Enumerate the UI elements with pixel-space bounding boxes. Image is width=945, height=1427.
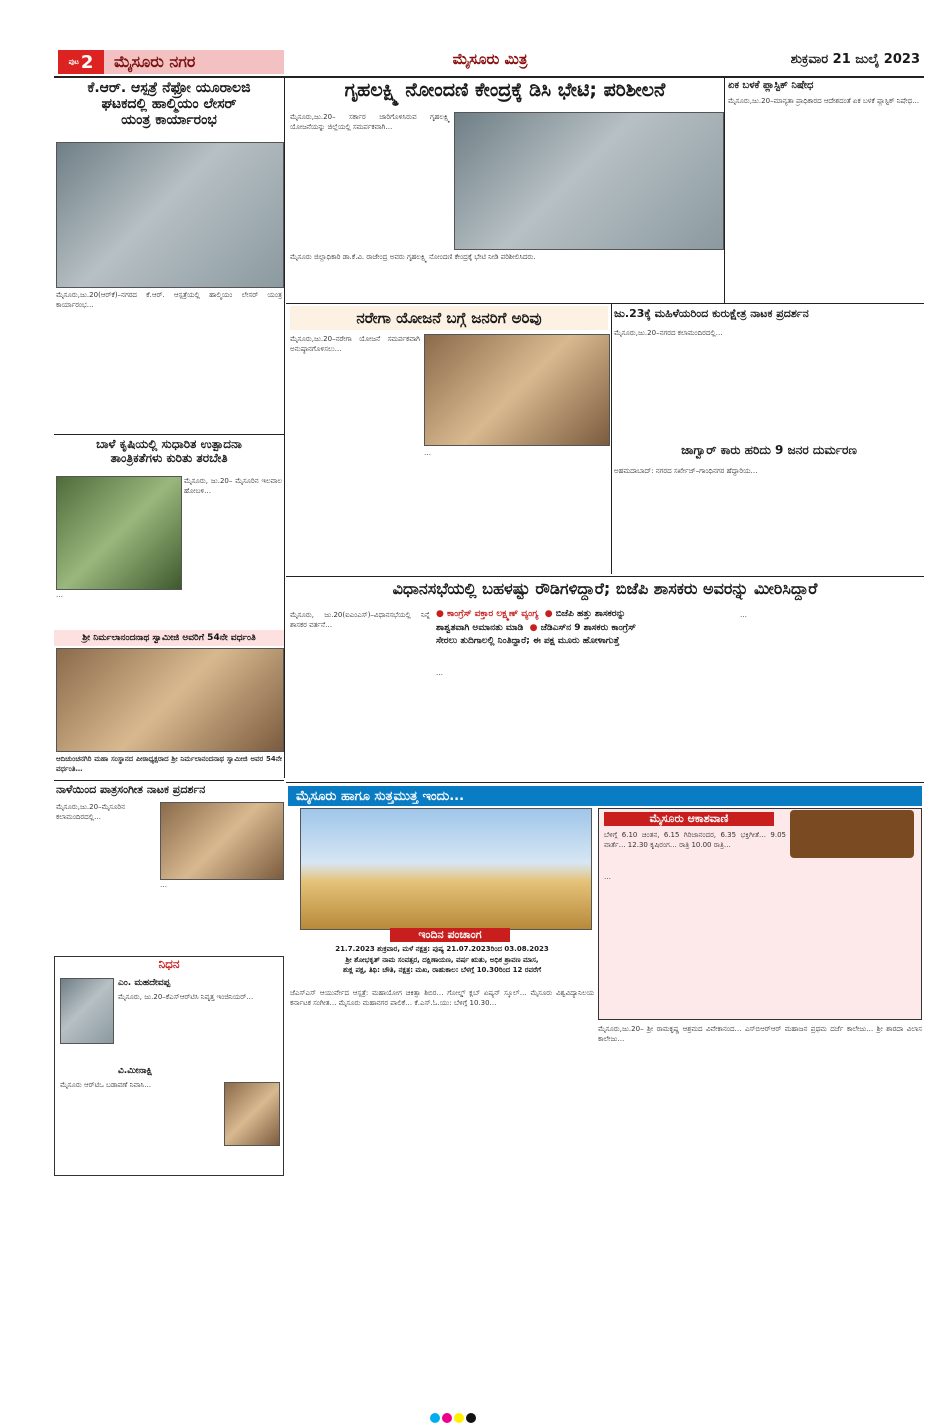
column-rule [611,304,612,574]
nrega-body: ಮೈಸೂರು,ಜು.20–ನರೇಗಾ ಯೋಜನೆ ಸಮರ್ಪಕವಾಗಿ ಅನುಷ್ಠಾನಗೊಳಿಸಲು… [290,335,420,354]
assembly-body-cont: … [436,669,443,677]
radio-icon [790,810,914,858]
section-title: ಮೈಸೂರು ನಗರ [104,50,284,74]
page-label: ಪುಟ [68,57,79,66]
plastic-body: ಮೈಸೂರು,ಜು.20–ಮಾನ್ಯತಾ ಪ್ರಾಧಿಕಾರದ ಆದೇಶದಂತೆ ಏಕ ಬಳಕೆ ಪ್ಲಾಸ್ಟಿಕ್ ನಿಷೇಧ… [728,97,920,105]
story4-photo [160,802,284,880]
radio-body: ಬೆಳಿಗ್ಗೆ 6.10 ಚಿಂತನ, 6.15 ಗಿರಿಜಾನಂದರ, 6.35 ಭಕ್ತಿಗೀತೆ… 9.05 ವಾರ್ತೆ… 12.30 ಕೃಷಿರಂಗ… ರಾತ್ರಿ 10.00 ರಾತ್ರಿ… [604,831,786,850]
assembly-subhead: ಜೆಡಿಎಸ್‌ನ 9 ಶಾಸಕರು ಕಾಂಗ್ರೆಸ್ [540,622,636,633]
story4-body-cont: … [160,881,167,889]
lead-caption: ಮೈಸೂರು ಜಿಲ್ಲಾಧಿಕಾರಿ ಡಾ.ಕೆ.ವಿ. ರಾಜೇಂದ್ರ ಅವರು ಗೃಹಲಕ್ಷ್ಮಿ ನೋಂದಣಿ ಕೇಂದ್ರಕ್ಕೆ ಭೇಟಿ ನೀಡಿ ಪರಿಶೀಲಿಸಿದರು. [290,253,536,261]
nrega-photo [424,334,610,446]
drama-body: ಮೈಸೂರು,ಜು.20–ನಗರದ ಕಲಾಮಂದಿರದಲ್ಲಿ… [614,329,723,337]
story4-body: ಮೈಸೂರು,ಜು.20–ಮೈಸೂರಿನ ಕಲಾಮಂದಿರದಲ್ಲಿ… [56,803,126,822]
panchanga-line: 21.7.2023 ಶುಕ್ರವಾರ, ಮಳೆ ನಕ್ಷತ್ರ: ಪುಷ್ಯ 21.07.2023ರಿಂದ 03.08.2023 [335,945,549,953]
obituary-body: ಮೈಸೂರು, ಜು.20–ಕೆಎಸ್‌ಆರ್‌ಟಿಸಿ ನಿವೃತ್ತ ಇಂಜಿನಿಯರ್… [118,993,254,1001]
obituary-body: ಮೈಸೂರು ಆರ್‌ಟಿಒ ಬಡಾವಣೆ ನಿವಾಸಿ… [60,1081,152,1089]
accident-body: ಅಹಮದಾಬಾದ್: ನಗರದ ಸರ್ಖೇಜ್–ಗಾಂಧಿನಗರ ಹೆದ್ದಾರಿಯ… [614,467,758,475]
assembly-subhead-row: ಶಾಶ್ವತವಾಗಿ ಅಮಾನತು ಮಾಡಿ ● ಜೆಡಿಎಸ್‌ನ 9 ಶಾಸಕರು ಕಾಂಗ್ರೆಸ್ [436,622,636,633]
radio-header: ಮೈಸೂರು ಆಕಾಶವಾಣಿ [604,812,774,826]
headline-line: ಕೆ.ಆರ್. ಆಸ್ಪತ್ರೆ ನೆಫ್ರೋ ಯೂರಾಲಜಿ [87,80,251,96]
plastic-headline: ಏಕ ಬಳಕೆ ಪ್ಲಾಸ್ಟಿಕ್ ನಿಷೇಧ [728,80,814,91]
panchanga-lines [290,944,594,984]
assembly-subhead: ಸೇರಲು ತುದಿಗಾಲಲ್ಲಿ ನಿಂತಿದ್ದಾರೆ; ಈ ಪಕ್ಷ ಮೂರು ಹೋಳಾಗುತ್ತೆ [436,636,620,646]
story3-photo [56,648,284,752]
story-rule [54,434,284,435]
accident-headline: ಜಾಗ್ವಾರ್ ಕಾರು ಹರಿದು 9 ಜನರ ದುರ್ಮರಣ [681,443,857,457]
story-rule [286,782,924,783]
masthead-rule [54,76,924,78]
story3-headline: ಶ್ರೀ ನಿರ್ಮಲಾನಂದನಾಥ ಸ್ವಾಮೀಜಿ ಅವರಿಗೆ 54ನೇ ವರ್ಧಂತಿ [54,630,284,646]
story1-body: ಮೈಸೂರು,ಜು.20(ಆರ್‌ಕೆ)–ನಗರದ ಕೆ.ಆರ್. ಆಸ್ಪತ್ರೆಯಲ್ಲಿ ಹಾಲ್ಮಿಯಂ ಲೇಸರ್ ಯಂತ್ರ ಕಾರ್ಯಾರಂಭ… [56,291,282,310]
story2-headline [56,438,282,474]
assembly-subhead: ಕಾಂಗ್ರೆಸ್ ವಕ್ತಾರ ಲಕ್ಷ್ಮಣ್ ವ್ಯಂಗ್ಯ [447,609,539,619]
nrega-headline: ನರೇಗಾ ಯೋಜನೆ ಬಗ್ಗೆ ಜನರಿಗೆ ಅರಿವು [356,309,542,327]
story1-photo [56,142,284,288]
obituary-head: ನಿಧನ [158,957,180,971]
assembly-subhead-row [436,635,736,649]
story-rule [54,780,284,781]
panchanga-line: ಶ್ರೀ ಶೋಭಕೃತ್ ನಾಮ ಸಂವತ್ಸರ, ದಕ್ಷಿಣಾಯಣ, ವರ್ಷ ಋತು, ಅಧಿಕ ಶ್ರಾವಣ ಮಾಸ, [345,955,539,964]
assembly-headline: ವಿಧಾನಸಭೆಯಲ್ಲಿ ಬಹಳಷ್ಟು ರೌಡಿಗಳಿದ್ದಾರೆ; ಬಿಜೆಪಿ ಶಾಸಕರು ಅವರನ್ನು ಮೀರಿಸಿದ್ದಾರೆ [392,579,818,598]
obituary-photo [60,978,114,1044]
nrega-body-cont: … [424,449,431,457]
paper-name: ಮೈಸೂರು ಮಿತ್ರ [452,50,528,68]
issue-date: ಶುಕ್ರವಾರ 21 ಜುಲೈ 2023 [790,52,920,67]
assembly-subhead: ಬಿಜೆಪಿ ಹತ್ತು ಶಾಸಕರನ್ನು [555,609,626,619]
column-rule [724,78,725,303]
panchanga-line: ಶುಕ್ಲ ಪಕ್ಷ, ತಿಥಿ: ಚೌತಿ, ನಕ್ಷತ್ರ: ಮಖ, ರಾಹುಕಾಲ: ಬೆಳಗ್ಗೆ 10.30ರಿಂದ 12 ರವರೆಗೆ [342,966,542,974]
lead-body: ಮೈಸೂರು,ಜು.20– ಸರ್ಕಾರ ಜಾರಿಗೊಳಿಸಿರುವ ಗೃಹಲಕ್ಷ್ಮಿ ಯೋಜನೆಯನ್ನು ಜಿಲ್ಲೆಯಲ್ಲಿ ಸಮರ್ಪಕವಾಗಿ… [290,113,450,132]
story-rule [286,303,924,304]
panchanga-title: ಇಂದಿನ ಪಂಚಾಂಗ [390,928,510,942]
headline-line: ಘಟಕದಲ್ಲಿ ಹಾಲ್ಮಿಯಂ ಲೇಸರ್ [101,96,237,113]
lead-photo [454,112,724,250]
story1-headline [56,80,282,140]
today-events: ಜೆಎಸ್‌ಎಸ್ ಆಯುರ್ವೇದ ಆಸ್ಪತ್ರೆ: ಮಹಾಯೋಗ ಚಿಕಿತ್ಸಾ ಶಿಬಿರ… ಗೋಲ್ಡ್ ಕ್ಲಬ್ ಏಷ್ಯನ್ ಸ್ಕೂಲ್… ಮೈಸೂರು ವಿಶ್ವವಿದ್ಯಾನಿಲಯ ಕರ್ನಾಟಕ ಸಂಗೀತ… ಮೈಸೂರು ಮಹಾನಗರ ಪಾಲಿಕೆ… ಕೆ.ಎಸ್.ಓ.ಯು: ಬೆಳಿಗ್ಗೆ 10.30… [290,989,594,1008]
column-rule [284,78,285,778]
obituary-name: ಎಂ. ಮಹದೇವಪ್ಪ [118,978,171,988]
drama-headline: ಜು.23ಕ್ಕೆ ಮಹಿಳೆಯರಿಂದ ಕುರುಕ್ಷೇತ್ರ ನಾಟಕ ಪ್ರದರ್ಶನ [614,307,809,320]
assembly-subhead: ಶಾಶ್ವತವಾಗಿ ಅಮಾನತು ಮಾಡಿ [436,622,524,633]
headline-line: ಬಾಳೆ ಕೃಷಿಯಲ್ಲಿ ಸುಧಾರಿತ ಉತ್ಪಾದನಾ [96,437,242,451]
story4-headline: ನಾಳೆಯಿಂದ ಪಾತ್ರಸಂಗೀತ ನಾಟಕ ಪ್ರದರ್ಶನ [56,783,206,796]
assembly-subheads [436,608,736,670]
right-bottom-body: ಮೈಸೂರು,ಜು.20– ಶ್ರೀ ರಾಮಕೃಷ್ಣ ಆಶ್ರಮದ ವಿವೇಕಾನಂದ… ಎಸ್‌ಬಿಆರ್‌ಆರ್ ಮಹಾಜನ ಪ್ರಥಮ ದರ್ಜೆ ಕಾಲೇಜು… ಶ್ರೀ ಶಾರದಾ ವಿಲಾಸ ಕಾಲೇಜು… [598,1025,922,1044]
assembly-subhead-row: ● ಕಾಂಗ್ರೆಸ್ ವಕ್ತಾರ ಲಕ್ಷ್ಮಣ್ ವ್ಯಂಗ್ಯ ● ಬಿಜೆಪಿ ಹತ್ತು ಶಾಸಕರನ್ನು [436,609,626,619]
page-number-value: 2 [80,51,94,73]
story-rule [286,576,924,577]
story2-body-cont: … [56,591,63,599]
story3-caption: ಆದಿಚುಂಚನಗಿರಿ ಮಹಾ ಸಂಸ್ಥಾನದ ಪೀಠಾಧ್ಯಕ್ಷರಾದ ಶ್ರೀ ನಿರ್ಮಲಾನಂದನಾಥ ಸ್ವಾಮೀಜಿ ಅವರ 54ನೇ ವರ್ಧಂತಿ… [56,755,282,774]
page-number [58,50,104,74]
palace-photo [300,808,592,930]
headline-line: ಯಂತ್ರ ಕಾರ್ಯಾರಂಭ [121,112,217,129]
story2-body: ಮೈಸೂರು, ಜು.20– ಮೈಸೂರಿನ ಇಲವಾಲ ಹೋಬಳಿ… [184,477,282,496]
story2-photo [56,476,182,590]
assembly-body-cont: … [740,611,747,619]
headline-line: ತಾಂತ್ರಿಕತೆಗಳು ಕುರಿತು ತರಬೇತಿ [110,450,228,465]
obituary-photo [224,1082,280,1146]
today-header: ಮೈಸೂರು ಹಾಗೂ ಸುತ್ತಮುತ್ತ ಇಂದು... [288,786,922,806]
radio-body-cont: … [604,873,611,881]
register-marks [430,1408,550,1420]
obituary-name: ವಿ.ಮೀನಾಕ್ಷಿ [118,1066,153,1076]
assembly-body: ಮೈಸೂರು, ಜು.20(ಐಎಂಎಸ್)–ವಿಧಾನಸಭೆಯಲ್ಲಿ ನಿನ್ನೆ ಶಾಸಕರ ವರ್ತನೆ… [290,611,430,630]
lead-headline: ಗೃಹಲಕ್ಷ್ಮಿ ನೋಂದಣಿ ಕೇಂದ್ರಕ್ಕೆ ಡಿಸಿ ಭೇಟಿ; ಪರಿಶೀಲನೆ [344,79,666,101]
